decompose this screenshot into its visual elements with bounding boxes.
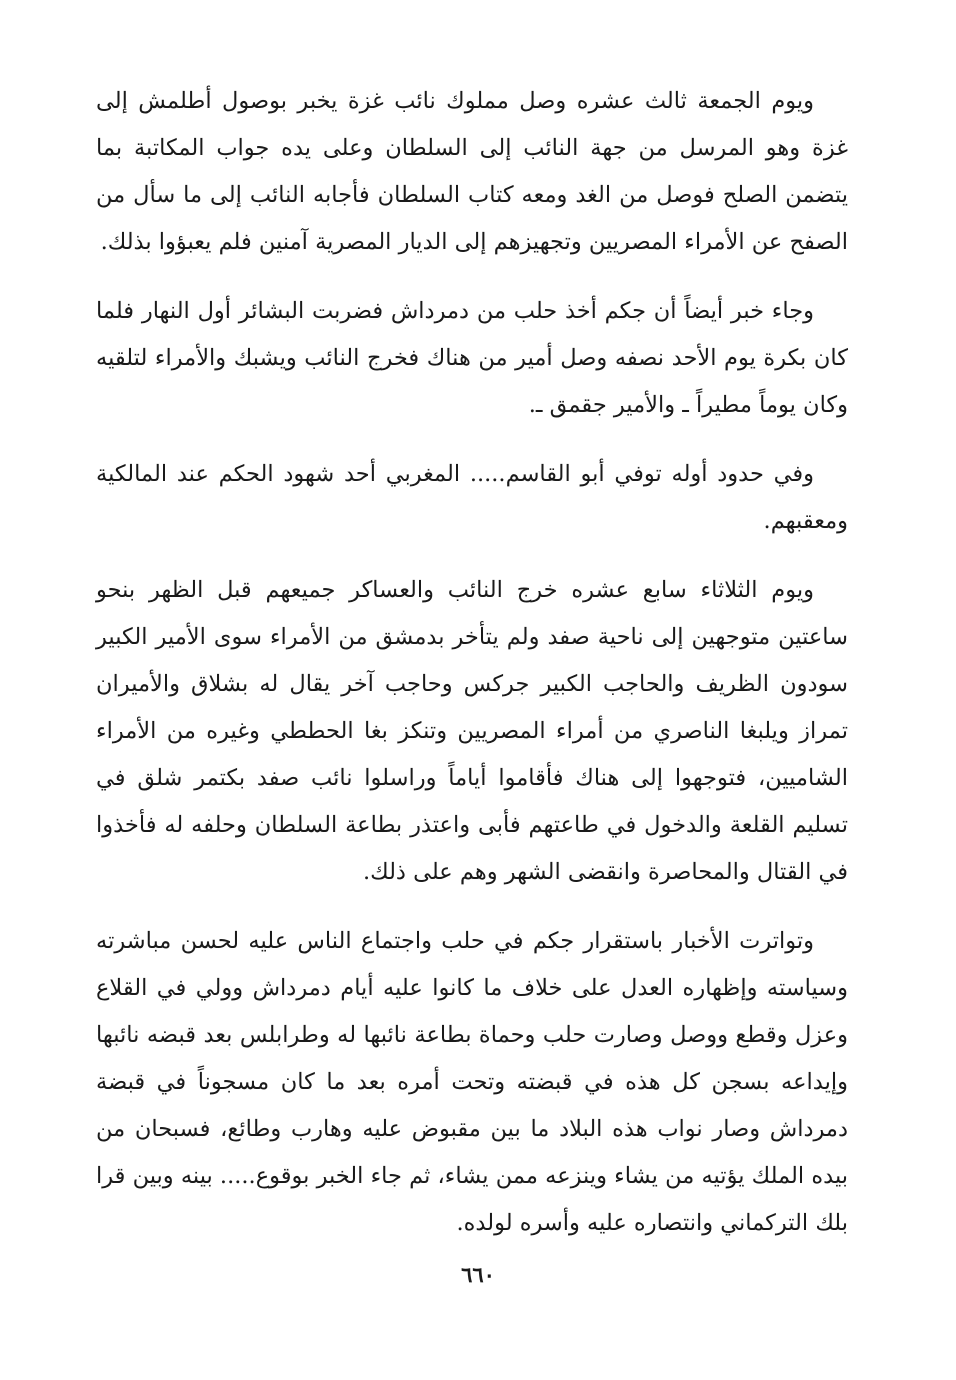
page-body xyxy=(96,78,848,1269)
paragraph-5: وتواترت الأخبار باستقرار جكم في حلب واجتماع الناس عليه لحسن مباشرته وسياسته وإظهاره العدل على خلاف ما كانوا عليه أيام دمرداش وولي في القلاع وعزل وقطع ووصل وصارت حلب وحماة بطاعة نائبها له وطرابلس بعد قبضه نائبها وإيداعه بسجن كل هذه في قبضته وتحت أمره بعد ما كان مسجوناً في قبضة دمرداش وصار نواب هذه البلاد ما بين مقبوض عليه وهارب وطائع، فسبحان من بيده الملك يؤتيه من يشاء وينزعه ممن يشاء، ثم جاء الخبر بوقوع..... بينه وبين قرا بلك التركماني وانتصاره عليه وأسره لولده. xyxy=(96,928,848,1236)
paragraph-2: وجاء خبر أيضاً أن جكم أخذ حلب من دمرداش فضربت البشائر أول النهار فلما كان بكرة يوم الأحد نصفه وصل أمير من هناك فخرج النائب ويشبك والأمراء لتلقيه وكان يوماً مطيراً ـ والأمير جقمق ـ. xyxy=(96,298,848,418)
paragraph-3: وفي حدود أوله توفي أبو القاسم..... المغربي أحد شهود الحكم عند المالكية ومعقبهم. xyxy=(96,461,848,534)
paragraph-4: ويوم الثلاثاء سابع عشره خرج النائب والعساكر جميعهم قبل الظهر بنحو ساعتين متوجهين إلى ناحية صفد ولم يتأخر بدمشق من الأمراء سوى الأمير الكبير سودون الظريف والحاجب الكبير جركس وحاجب آخر يقال له بشلاق والأميران تمراز ويلبغا الناصري من أمراء المصريين وتنكز بغا الحططي وغيره من الأمراء الشاميين، فتوجهوا إلى هناك فأقاموا أياماً وراسلوا نائب صفد بكتمر شلق في تسليم القلعة والدخول في طاعتهم فأبى واعتذر بطاعة السلطان وحلفه له فأخذوا في القتال والمحاصرة وانقضى الشهر وهم على ذلك. xyxy=(96,577,848,885)
paragraph-1: ويوم الجمعة ثالث عشره وصل مملوك نائب غزة يخبر بوصول أطلمش إلى غزة وهو المرسل من جهة النائب إلى السلطان وعلى يده جواب المكاتبة بما يتضمن الصلح فوصل من الغد ومعه كتاب السلطان فأجابه النائب إلى ما سأل من الصفح عن الأمراء المصريين وتجهيزهم إلى الديار المصرية آمنين فلم يعبؤوا بذلك. xyxy=(96,88,848,255)
page-number: ٦٦٠ xyxy=(461,1262,495,1287)
